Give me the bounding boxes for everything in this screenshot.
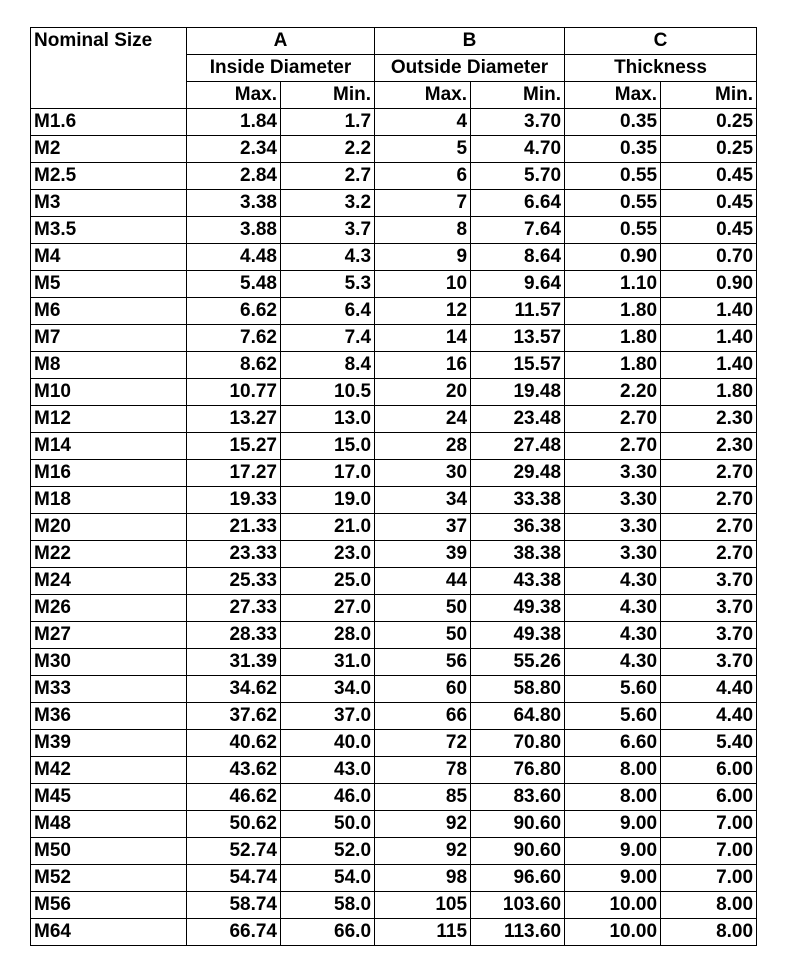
inside-diameter-min-cell: 19.0: [281, 487, 375, 514]
header-row-groups: [31, 28, 757, 55]
outside-diameter-max-cell: 6: [375, 163, 471, 190]
inside-diameter-min-cell: 17.0: [281, 460, 375, 487]
nominal-size-cell: M33: [31, 676, 187, 703]
table-row: [31, 757, 757, 784]
table-row: [31, 703, 757, 730]
thickness-min-cell: 1.40: [661, 325, 757, 352]
inside-diameter-min-cell: 66.0: [281, 919, 375, 946]
inside-diameter-max-cell: 21.33: [187, 514, 281, 541]
inside-diameter-max-cell: 31.39: [187, 649, 281, 676]
thickness-max-cell: 4.30: [565, 649, 661, 676]
outside-diameter-max-cell: 72: [375, 730, 471, 757]
outside-diameter-min-cell: 6.64: [471, 190, 565, 217]
thickness-max-cell: 2.70: [565, 433, 661, 460]
outside-diameter-max-cell: 30: [375, 460, 471, 487]
nominal-size-cell: M2.5: [31, 163, 187, 190]
inside-diameter-min-cell: 58.0: [281, 892, 375, 919]
nominal-size-cell: M14: [31, 433, 187, 460]
thickness-max-cell: 3.30: [565, 487, 661, 514]
outside-diameter-max-cell: 115: [375, 919, 471, 946]
outside-diameter-max-cell: 92: [375, 838, 471, 865]
inside-diameter-min-cell: 37.0: [281, 703, 375, 730]
group-a-letter: A: [187, 28, 375, 55]
c-max-header: Max.: [565, 82, 661, 109]
table-row: [31, 217, 757, 244]
thickness-min-cell: 3.70: [661, 622, 757, 649]
outside-diameter-min-cell: 29.48: [471, 460, 565, 487]
thickness-max-cell: 6.60: [565, 730, 661, 757]
nominal-size-cell: M5: [31, 271, 187, 298]
table-row: [31, 244, 757, 271]
inside-diameter-min-cell: 13.0: [281, 406, 375, 433]
thickness-min-cell: 1.40: [661, 352, 757, 379]
outside-diameter-min-cell: 90.60: [471, 838, 565, 865]
b-max-header: Max.: [375, 82, 471, 109]
outside-diameter-max-cell: 56: [375, 649, 471, 676]
outside-diameter-min-cell: 76.80: [471, 757, 565, 784]
outside-diameter-max-cell: 98: [375, 865, 471, 892]
thickness-max-cell: 4.30: [565, 622, 661, 649]
outside-diameter-max-cell: 60: [375, 676, 471, 703]
table-row: [31, 352, 757, 379]
thickness-min-cell: 2.70: [661, 487, 757, 514]
inside-diameter-max-cell: 5.48: [187, 271, 281, 298]
table-row: [31, 406, 757, 433]
outside-diameter-max-cell: 44: [375, 568, 471, 595]
group-c-letter: C: [565, 28, 757, 55]
table-row: [31, 541, 757, 568]
inside-diameter-max-cell: 8.62: [187, 352, 281, 379]
inside-diameter-max-cell: 28.33: [187, 622, 281, 649]
nominal-size-cell: M8: [31, 352, 187, 379]
inside-diameter-max-cell: 52.74: [187, 838, 281, 865]
thickness-max-cell: 10.00: [565, 892, 661, 919]
outside-diameter-min-cell: 96.60: [471, 865, 565, 892]
outside-diameter-min-cell: 58.80: [471, 676, 565, 703]
inside-diameter-max-cell: 27.33: [187, 595, 281, 622]
inside-diameter-max-cell: 6.62: [187, 298, 281, 325]
thickness-max-cell: 1.80: [565, 352, 661, 379]
thickness-min-cell: 3.70: [661, 568, 757, 595]
thickness-min-cell: 2.30: [661, 406, 757, 433]
inside-diameter-max-cell: 50.62: [187, 811, 281, 838]
nominal-size-cell: M16: [31, 460, 187, 487]
outside-diameter-max-cell: 9: [375, 244, 471, 271]
thickness-min-cell: 1.80: [661, 379, 757, 406]
inside-diameter-min-cell: 54.0: [281, 865, 375, 892]
outside-diameter-min-cell: 43.38: [471, 568, 565, 595]
thickness-min-cell: 2.70: [661, 514, 757, 541]
thickness-min-cell: 0.90: [661, 271, 757, 298]
outside-diameter-min-cell: 13.57: [471, 325, 565, 352]
thickness-max-cell: 2.20: [565, 379, 661, 406]
inside-diameter-min-cell: 15.0: [281, 433, 375, 460]
inside-diameter-min-cell: 28.0: [281, 622, 375, 649]
inside-diameter-min-cell: 27.0: [281, 595, 375, 622]
table-row: [31, 433, 757, 460]
thickness-min-cell: 8.00: [661, 919, 757, 946]
outside-diameter-max-cell: 7: [375, 190, 471, 217]
outside-diameter-min-cell: 8.64: [471, 244, 565, 271]
outside-diameter-max-cell: 12: [375, 298, 471, 325]
inside-diameter-min-cell: 8.4: [281, 352, 375, 379]
thickness-min-cell: 0.45: [661, 163, 757, 190]
outside-diameter-max-cell: 85: [375, 784, 471, 811]
table-body: [31, 109, 757, 946]
thickness-min-cell: 6.00: [661, 757, 757, 784]
nominal-size-cell: M2: [31, 136, 187, 163]
inside-diameter-max-cell: 40.62: [187, 730, 281, 757]
thickness-max-cell: 5.60: [565, 703, 661, 730]
thickness-max-cell: 0.35: [565, 109, 661, 136]
inside-diameter-min-cell: 5.3: [281, 271, 375, 298]
inside-diameter-min-cell: 2.7: [281, 163, 375, 190]
inside-diameter-min-cell: 46.0: [281, 784, 375, 811]
outside-diameter-min-cell: 4.70: [471, 136, 565, 163]
outside-diameter-max-cell: 20: [375, 379, 471, 406]
thickness-max-cell: 8.00: [565, 757, 661, 784]
outside-diameter-max-cell: 37: [375, 514, 471, 541]
inside-diameter-min-cell: 4.3: [281, 244, 375, 271]
table-row: [31, 811, 757, 838]
nominal-size-cell: M24: [31, 568, 187, 595]
inside-diameter-max-cell: 15.27: [187, 433, 281, 460]
outside-diameter-max-cell: 24: [375, 406, 471, 433]
thickness-min-cell: 8.00: [661, 892, 757, 919]
inside-diameter-max-cell: 19.33: [187, 487, 281, 514]
nominal-size-cell: M4: [31, 244, 187, 271]
thickness-min-cell: 5.40: [661, 730, 757, 757]
thickness-max-cell: 4.30: [565, 595, 661, 622]
table-row: [31, 595, 757, 622]
nominal-size-header: Nominal Size: [31, 28, 187, 109]
inside-diameter-min-cell: 1.7: [281, 109, 375, 136]
outside-diameter-min-cell: 7.64: [471, 217, 565, 244]
outside-diameter-min-cell: 64.80: [471, 703, 565, 730]
inside-diameter-max-cell: 46.62: [187, 784, 281, 811]
outside-diameter-max-cell: 78: [375, 757, 471, 784]
inside-diameter-max-cell: 17.27: [187, 460, 281, 487]
outside-diameter-min-cell: 36.38: [471, 514, 565, 541]
outside-diameter-min-cell: 70.80: [471, 730, 565, 757]
outside-diameter-max-cell: 8: [375, 217, 471, 244]
nominal-size-cell: M26: [31, 595, 187, 622]
thickness-max-cell: 0.35: [565, 136, 661, 163]
outside-diameter-min-cell: 49.38: [471, 595, 565, 622]
table-row: [31, 514, 757, 541]
nominal-size-cell: M12: [31, 406, 187, 433]
inside-diameter-max-cell: 10.77: [187, 379, 281, 406]
thickness-max-cell: 9.00: [565, 811, 661, 838]
nominal-size-cell: M22: [31, 541, 187, 568]
outside-diameter-min-cell: 27.48: [471, 433, 565, 460]
nominal-size-cell: M20: [31, 514, 187, 541]
outside-diameter-min-cell: 90.60: [471, 811, 565, 838]
inside-diameter-min-cell: 21.0: [281, 514, 375, 541]
inside-diameter-min-cell: 2.2: [281, 136, 375, 163]
inside-diameter-max-cell: 37.62: [187, 703, 281, 730]
inside-diameter-max-cell: 43.62: [187, 757, 281, 784]
outside-diameter-min-cell: 113.60: [471, 919, 565, 946]
thickness-max-cell: 9.00: [565, 865, 661, 892]
outside-diameter-max-cell: 14: [375, 325, 471, 352]
inside-diameter-max-cell: 3.88: [187, 217, 281, 244]
inside-diameter-min-cell: 3.2: [281, 190, 375, 217]
thickness-min-cell: 4.40: [661, 676, 757, 703]
thickness-min-cell: 0.45: [661, 217, 757, 244]
table-row: [31, 892, 757, 919]
outside-diameter-min-cell: 103.60: [471, 892, 565, 919]
table-row: [31, 865, 757, 892]
nominal-size-cell: M3.5: [31, 217, 187, 244]
thickness-max-cell: 3.30: [565, 541, 661, 568]
nominal-size-cell: M18: [31, 487, 187, 514]
table-row: [31, 676, 757, 703]
nominal-size-cell: M52: [31, 865, 187, 892]
inside-diameter-max-cell: 34.62: [187, 676, 281, 703]
inside-diameter-max-cell: 2.84: [187, 163, 281, 190]
inside-diameter-max-cell: 3.38: [187, 190, 281, 217]
inside-diameter-min-cell: 25.0: [281, 568, 375, 595]
outside-diameter-min-cell: 19.48: [471, 379, 565, 406]
outside-diameter-max-cell: 39: [375, 541, 471, 568]
table-row: [31, 568, 757, 595]
outside-diameter-max-cell: 105: [375, 892, 471, 919]
thickness-max-cell: 1.80: [565, 325, 661, 352]
thickness-max-cell: 0.55: [565, 217, 661, 244]
outside-diameter-max-cell: 50: [375, 622, 471, 649]
inside-diameter-min-cell: 43.0: [281, 757, 375, 784]
table-row: [31, 298, 757, 325]
thickness-min-cell: 7.00: [661, 865, 757, 892]
a-max-header: Max.: [187, 82, 281, 109]
table-row: [31, 649, 757, 676]
thickness-max-cell: 0.90: [565, 244, 661, 271]
nominal-size-cell: M39: [31, 730, 187, 757]
thickness-min-cell: 0.70: [661, 244, 757, 271]
inside-diameter-max-cell: 2.34: [187, 136, 281, 163]
inside-diameter-max-cell: 25.33: [187, 568, 281, 595]
table-row: [31, 271, 757, 298]
outside-diameter-max-cell: 66: [375, 703, 471, 730]
outside-diameter-max-cell: 28: [375, 433, 471, 460]
thickness-min-cell: 0.25: [661, 109, 757, 136]
inside-diameter-max-cell: 7.62: [187, 325, 281, 352]
table-row: [31, 460, 757, 487]
outside-diameter-min-cell: 3.70: [471, 109, 565, 136]
thickness-max-cell: 0.55: [565, 190, 661, 217]
inside-diameter-min-cell: 7.4: [281, 325, 375, 352]
table-row: [31, 838, 757, 865]
outside-diameter-min-cell: 5.70: [471, 163, 565, 190]
table-row: [31, 190, 757, 217]
inside-diameter-min-cell: 34.0: [281, 676, 375, 703]
a-min-header: Min.: [281, 82, 375, 109]
inside-diameter-max-cell: 58.74: [187, 892, 281, 919]
outside-diameter-min-cell: 11.57: [471, 298, 565, 325]
group-a-title: Inside Diameter: [187, 55, 375, 82]
group-c-title: Thickness: [565, 55, 757, 82]
outside-diameter-min-cell: 55.26: [471, 649, 565, 676]
thickness-max-cell: 5.60: [565, 676, 661, 703]
nominal-size-cell: M64: [31, 919, 187, 946]
table-row: [31, 136, 757, 163]
b-min-header: Min.: [471, 82, 565, 109]
table-row: [31, 622, 757, 649]
nominal-size-cell: M45: [31, 784, 187, 811]
nominal-size-cell: M50: [31, 838, 187, 865]
table-row: [31, 109, 757, 136]
outside-diameter-min-cell: 9.64: [471, 271, 565, 298]
inside-diameter-min-cell: 6.4: [281, 298, 375, 325]
table-row: [31, 919, 757, 946]
outside-diameter-min-cell: 33.38: [471, 487, 565, 514]
inside-diameter-min-cell: 50.0: [281, 811, 375, 838]
table-row: [31, 325, 757, 352]
table-row: [31, 487, 757, 514]
nominal-size-cell: M48: [31, 811, 187, 838]
thickness-min-cell: 7.00: [661, 838, 757, 865]
outside-diameter-max-cell: 34: [375, 487, 471, 514]
thickness-min-cell: 1.40: [661, 298, 757, 325]
thickness-min-cell: 3.70: [661, 649, 757, 676]
nominal-size-cell: M27: [31, 622, 187, 649]
outside-diameter-max-cell: 10: [375, 271, 471, 298]
outside-diameter-min-cell: 83.60: [471, 784, 565, 811]
c-min-header: Min.: [661, 82, 757, 109]
outside-diameter-max-cell: 5: [375, 136, 471, 163]
inside-diameter-max-cell: 13.27: [187, 406, 281, 433]
outside-diameter-max-cell: 92: [375, 811, 471, 838]
thickness-min-cell: 2.30: [661, 433, 757, 460]
group-b-title: Outside Diameter: [375, 55, 565, 82]
thickness-max-cell: 1.80: [565, 298, 661, 325]
group-b-letter: B: [375, 28, 565, 55]
inside-diameter-min-cell: 10.5: [281, 379, 375, 406]
inside-diameter-max-cell: 54.74: [187, 865, 281, 892]
outside-diameter-max-cell: 16: [375, 352, 471, 379]
thickness-min-cell: 2.70: [661, 460, 757, 487]
inside-diameter-min-cell: 3.7: [281, 217, 375, 244]
inside-diameter-min-cell: 40.0: [281, 730, 375, 757]
outside-diameter-min-cell: 38.38: [471, 541, 565, 568]
nominal-size-cell: M42: [31, 757, 187, 784]
inside-diameter-max-cell: 66.74: [187, 919, 281, 946]
nominal-size-cell: M30: [31, 649, 187, 676]
thickness-max-cell: 9.00: [565, 838, 661, 865]
outside-diameter-min-cell: 49.38: [471, 622, 565, 649]
nominal-size-cell: M56: [31, 892, 187, 919]
thickness-min-cell: 3.70: [661, 595, 757, 622]
thickness-max-cell: 0.55: [565, 163, 661, 190]
thickness-min-cell: 4.40: [661, 703, 757, 730]
inside-diameter-max-cell: 23.33: [187, 541, 281, 568]
nominal-size-cell: M10: [31, 379, 187, 406]
thickness-max-cell: 2.70: [565, 406, 661, 433]
outside-diameter-min-cell: 23.48: [471, 406, 565, 433]
nominal-size-cell: M3: [31, 190, 187, 217]
nominal-size-cell: M7: [31, 325, 187, 352]
nominal-size-cell: M6: [31, 298, 187, 325]
thickness-min-cell: 7.00: [661, 811, 757, 838]
thickness-max-cell: 10.00: [565, 919, 661, 946]
thickness-min-cell: 0.45: [661, 190, 757, 217]
thickness-max-cell: 8.00: [565, 784, 661, 811]
inside-diameter-min-cell: 31.0: [281, 649, 375, 676]
thickness-min-cell: 6.00: [661, 784, 757, 811]
thickness-max-cell: 3.30: [565, 514, 661, 541]
table-row: [31, 379, 757, 406]
table-row: [31, 730, 757, 757]
thickness-min-cell: 0.25: [661, 136, 757, 163]
thickness-min-cell: 2.70: [661, 541, 757, 568]
washer-dimensions-table: [30, 27, 757, 946]
thickness-max-cell: 4.30: [565, 568, 661, 595]
table-row: [31, 784, 757, 811]
thickness-max-cell: 1.10: [565, 271, 661, 298]
inside-diameter-max-cell: 4.48: [187, 244, 281, 271]
nominal-size-cell: M36: [31, 703, 187, 730]
table-row: [31, 163, 757, 190]
outside-diameter-max-cell: 50: [375, 595, 471, 622]
outside-diameter-min-cell: 15.57: [471, 352, 565, 379]
inside-diameter-max-cell: 1.84: [187, 109, 281, 136]
nominal-size-cell: M1.6: [31, 109, 187, 136]
thickness-max-cell: 3.30: [565, 460, 661, 487]
outside-diameter-max-cell: 4: [375, 109, 471, 136]
inside-diameter-min-cell: 23.0: [281, 541, 375, 568]
inside-diameter-min-cell: 52.0: [281, 838, 375, 865]
